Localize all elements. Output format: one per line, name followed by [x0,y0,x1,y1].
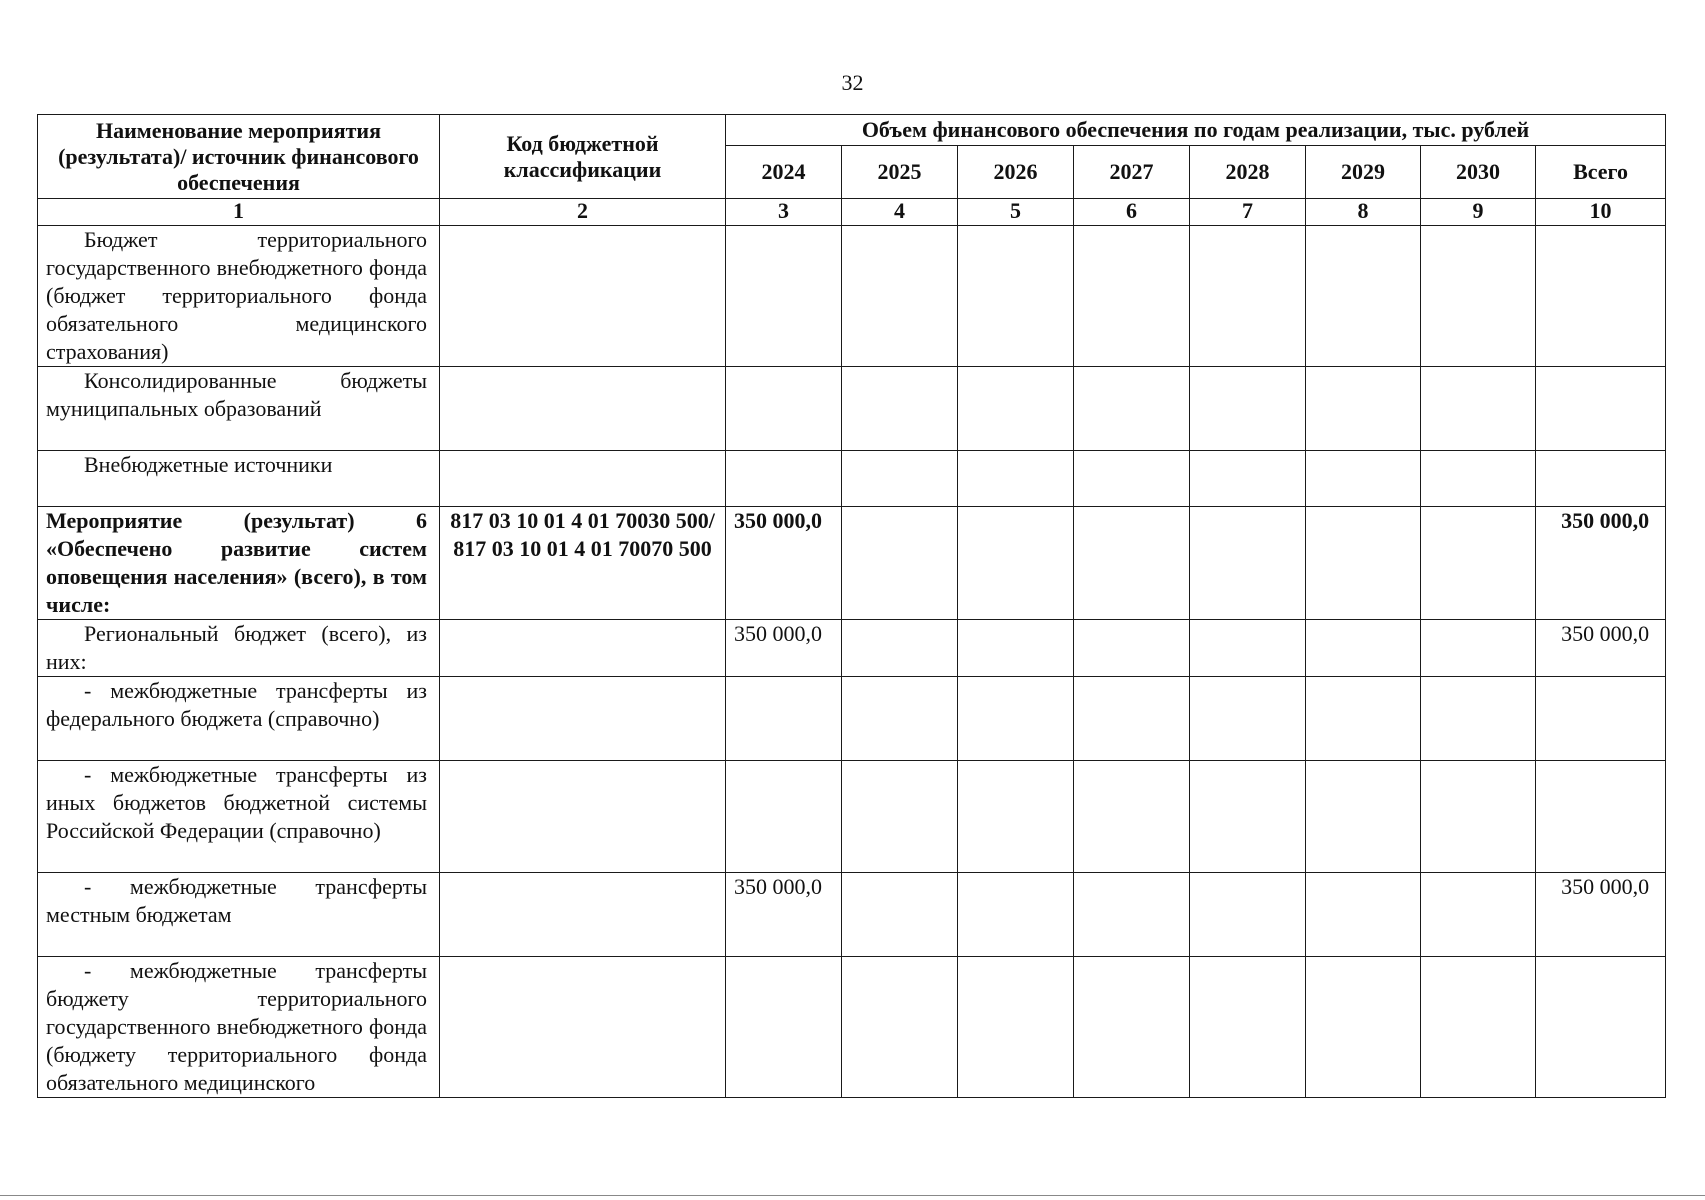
header-volume: Объем финансового обеспечения по годам реализации, тыс. рублей [726,115,1666,146]
column-number: 7 [1190,199,1306,226]
row-2024 [726,451,842,507]
row-2024: 350 000,0 [726,873,842,957]
table-row [38,367,1666,451]
column-number: 4 [842,199,958,226]
row-total [1536,226,1666,367]
table-row [38,873,1666,957]
row-total [1536,761,1666,873]
table-row [38,226,1666,367]
column-number: 6 [1074,199,1190,226]
header-year-2026: 2026 [958,146,1074,199]
column-number: 2 [440,199,726,226]
row-code [440,957,726,1098]
row-total: 350 000,0 [1536,873,1666,957]
row-code [440,367,726,451]
column-number: 9 [1421,199,1536,226]
row-2024 [726,367,842,451]
header-name: Наименование мероприятия (результата)/ источник финансового обеспечения [38,115,440,199]
row-code [440,451,726,507]
table-row [38,957,1666,1098]
header-year-2030: 2030 [1421,146,1536,199]
row-total [1536,451,1666,507]
row-code [440,226,726,367]
row-name: Консолидированные бюджеты муниципальных образований [38,367,440,451]
header-total: Всего [1536,146,1666,199]
row-name: - межбюджетные трансферты бюджету территориального государственного внебюджетного фонда (бюджету территориального фонда обязательного медицинского [38,957,440,1098]
row-2024 [726,677,842,761]
row-name: - межбюджетные трансферты из федерального бюджета (справочно) [38,677,440,761]
table-row [38,507,1666,620]
row-2024 [726,957,842,1098]
row-name: Региональный бюджет (всего), из них: [38,620,440,677]
header-year-2028: 2028 [1190,146,1306,199]
header-year-2025: 2025 [842,146,958,199]
row-name: - межбюджетные трансферты местным бюджетам [38,873,440,957]
header-year-2024: 2024 [726,146,842,199]
row-2024 [726,226,842,367]
column-number: 5 [958,199,1074,226]
row-2024 [726,761,842,873]
table-row [38,451,1666,507]
page-edge-line [0,1195,1705,1196]
header-row [38,115,1666,146]
financing-table [37,114,1666,1098]
table-row [38,677,1666,761]
row-total: 350 000,0 [1536,620,1666,677]
row-total [1536,367,1666,451]
row-total: 350 000,0 [1536,507,1666,620]
column-numbers-row [38,199,1666,226]
row-name: Внебюджетные источники [38,451,440,507]
row-code [440,620,726,677]
row-2024: 350 000,0 [726,507,842,620]
row-code [440,677,726,761]
column-number: 3 [726,199,842,226]
table-row [38,761,1666,873]
row-code [440,761,726,873]
row-total [1536,677,1666,761]
column-number: 10 [1536,199,1666,226]
row-code: 817 03 10 01 4 01 70030 500/ 817 03 10 01 4 01 70070 500 [440,507,726,620]
table-row [38,620,1666,677]
page-number: 32 [841,70,864,95]
row-name: Бюджет территориального государственного внебюджетного фонда (бюджет территориального фонда обязательного медицинского страхования) [38,226,440,367]
header-year-2029: 2029 [1306,146,1421,199]
header-code: Код бюджетной классификации [440,115,726,199]
row-total [1536,957,1666,1098]
row-code [440,873,726,957]
row-name: Мероприятие (результат) 6 «Обеспечено развитие систем оповещения населения» (всего), в том числе: [38,507,440,620]
column-number: 8 [1306,199,1421,226]
row-2024: 350 000,0 [726,620,842,677]
row-name: - межбюджетные трансферты из иных бюджетов бюджетной системы Российской Федерации (справочно) [38,761,440,873]
column-number: 1 [38,199,440,226]
header-year-2027: 2027 [1074,146,1190,199]
